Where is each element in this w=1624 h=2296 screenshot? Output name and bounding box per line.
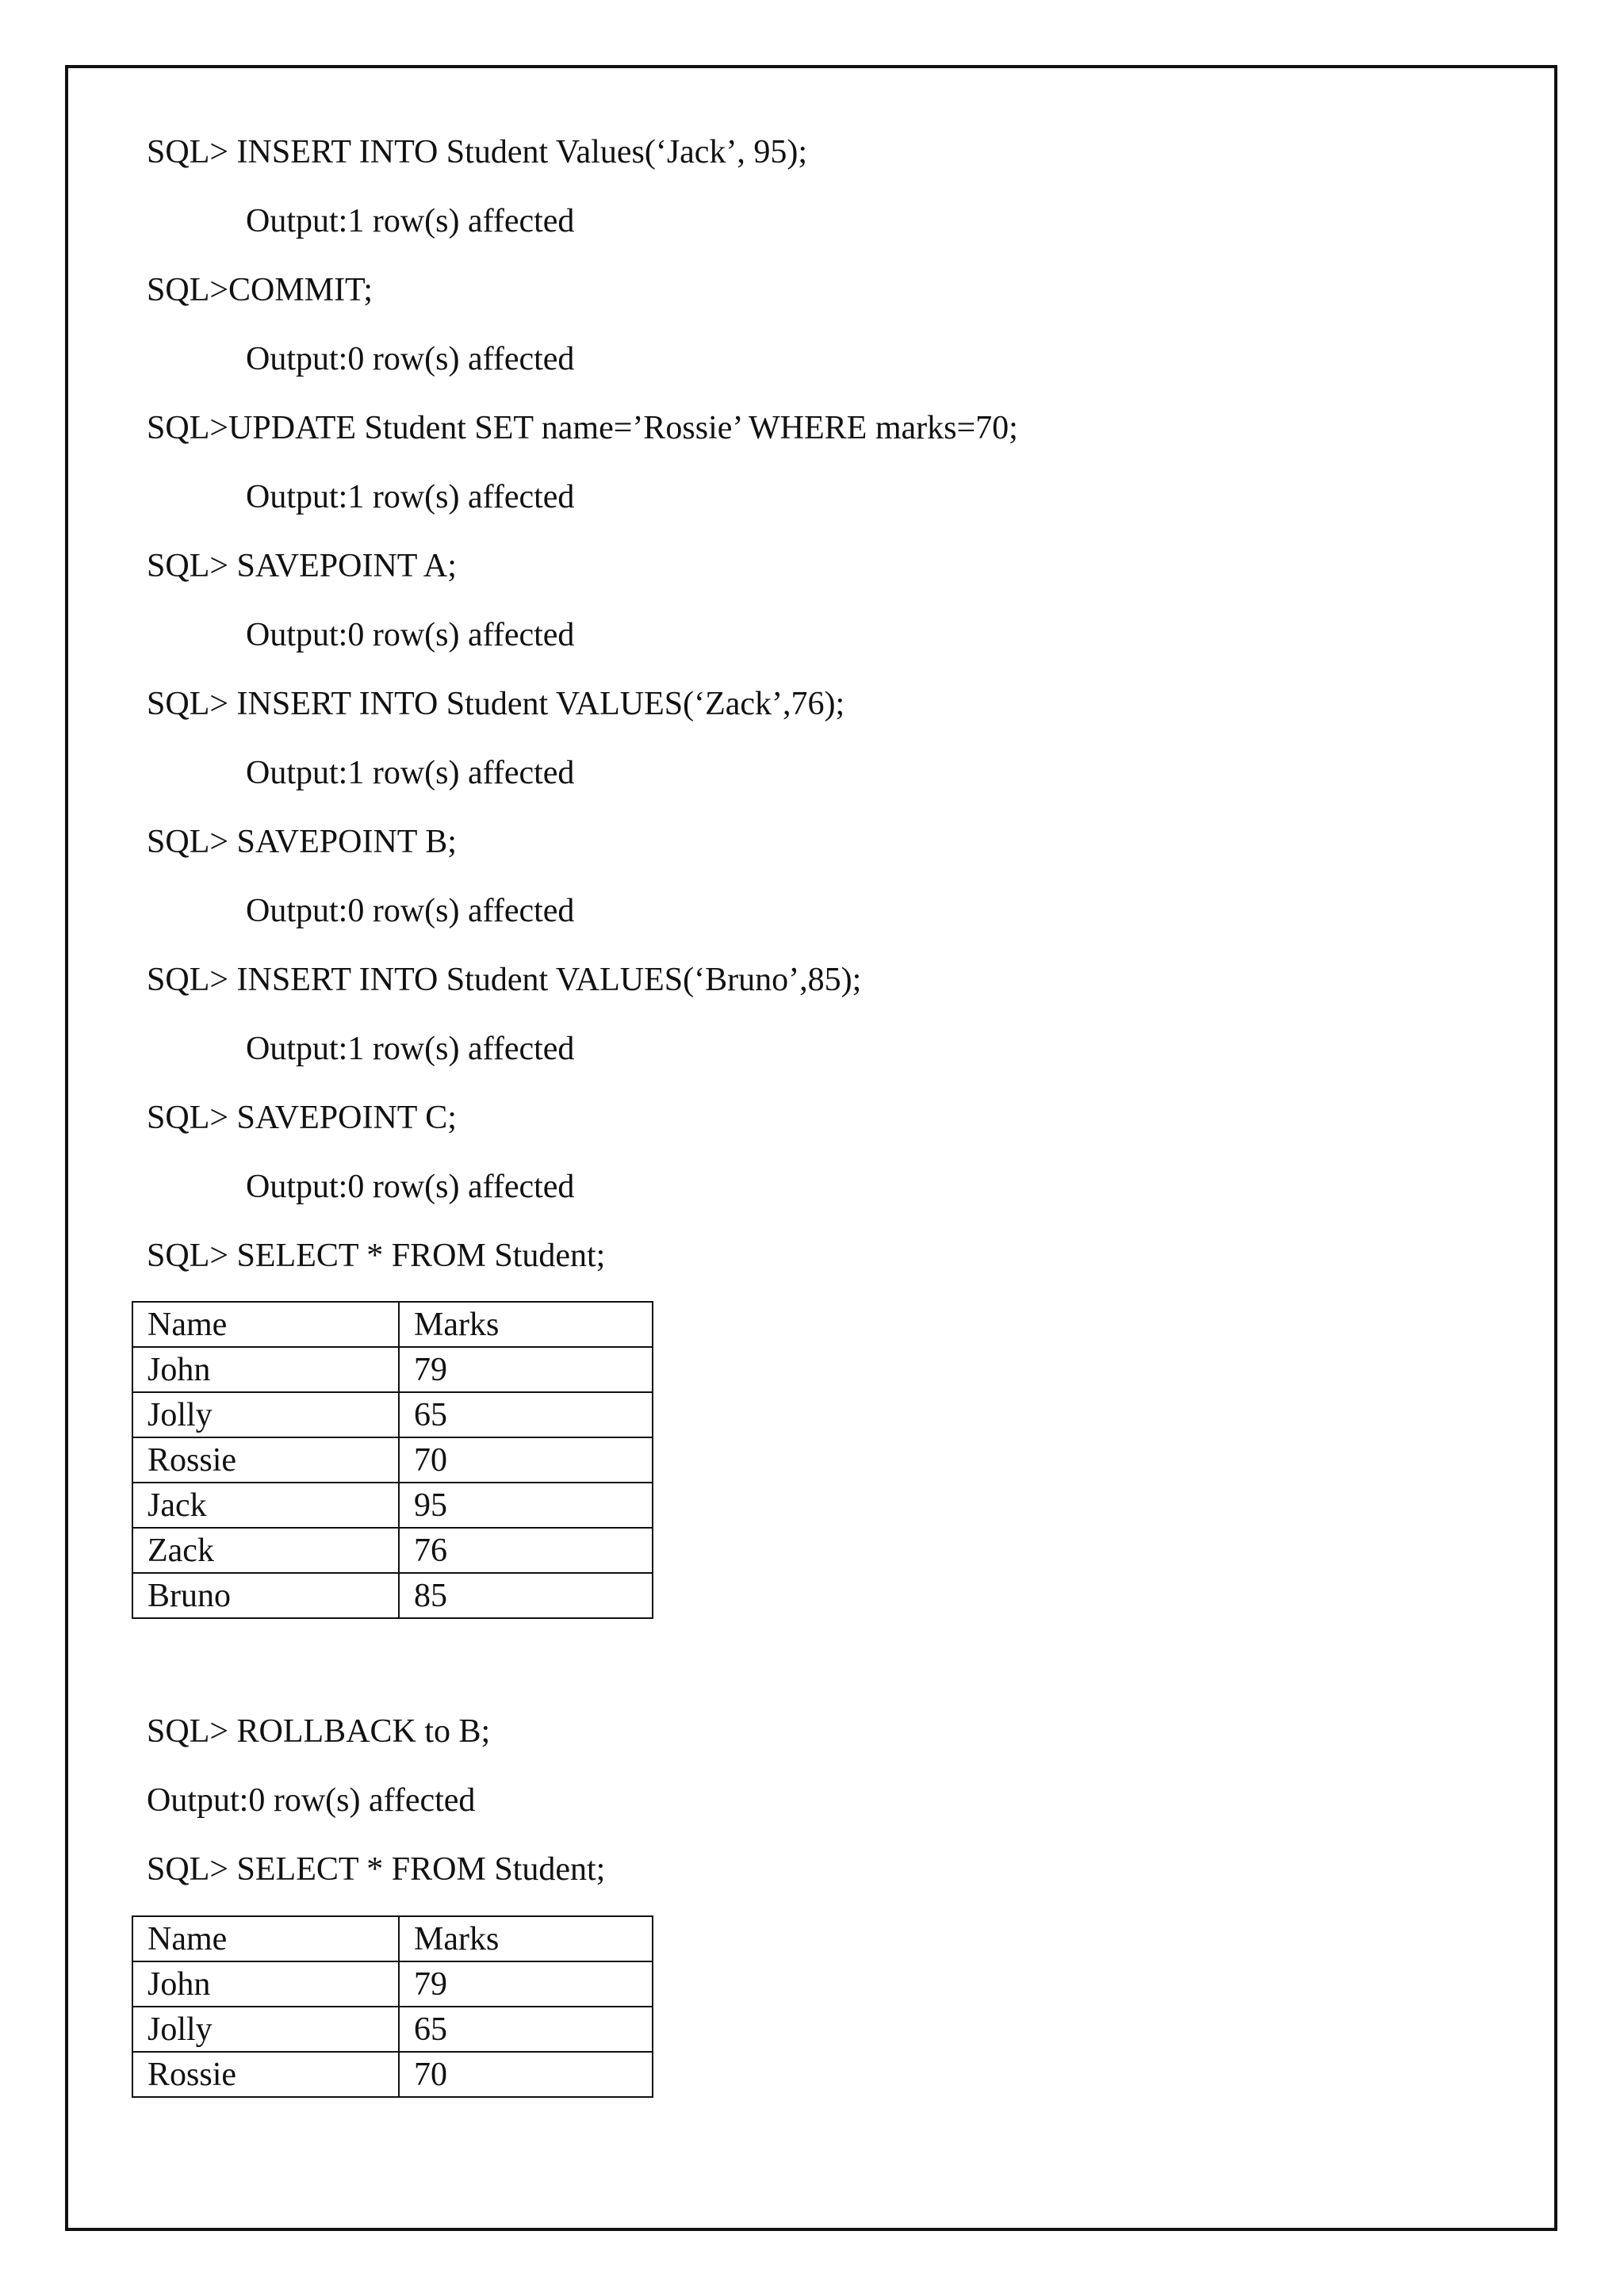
- sql-command-line: SQL> SELECT * FROM Student;: [147, 1238, 606, 1274]
- sql-output-line: Output:1 row(s) affected: [246, 1031, 575, 1067]
- sql-output-line: Output:0 row(s) affected: [246, 1169, 575, 1205]
- cell-marks: 65: [399, 1392, 653, 1437]
- table-row: [132, 1347, 653, 1392]
- sql-command-line: SQL> INSERT INTO Student VALUES(‘Bruno’,85);: [147, 962, 862, 998]
- table-row: [132, 2052, 653, 2097]
- cell-marks: 95: [399, 1483, 653, 1528]
- sql-output-line: Output:0 row(s) affected: [246, 341, 575, 377]
- sql-output-line: Output:0 row(s) affected: [246, 893, 575, 929]
- table-row: [132, 1437, 653, 1483]
- cell-name: Rossie: [132, 1437, 399, 1483]
- column-header-marks: Marks: [399, 1916, 653, 1961]
- table-row: [132, 2007, 653, 2052]
- cell-name: Bruno: [132, 1573, 399, 1618]
- table-header-row: [132, 1302, 653, 1347]
- sql-command-line: SQL>UPDATE Student SET name=’Rossie’ WHERE marks=70;: [147, 410, 1018, 446]
- cell-name: Jolly: [132, 1392, 399, 1437]
- student-table-after-rollback: [132, 1915, 653, 2098]
- sql-command-line: SQL> SAVEPOINT A;: [147, 548, 457, 584]
- cell-marks: 79: [399, 1347, 653, 1392]
- sql-command-line: SQL> SAVEPOINT B;: [147, 824, 457, 860]
- cell-name: Jack: [132, 1483, 399, 1528]
- cell-marks: 70: [399, 1437, 653, 1483]
- cell-marks: 65: [399, 2007, 653, 2052]
- table-row: [132, 1392, 653, 1437]
- sql-command-line: SQL> SELECT * FROM Student;: [147, 1851, 606, 1888]
- cell-marks: 85: [399, 1573, 653, 1618]
- column-header-name: Name: [132, 1916, 399, 1961]
- cell-name: John: [132, 1347, 399, 1392]
- sql-command-line: SQL> ROLLBACK to B;: [147, 1713, 491, 1750]
- column-header-name: Name: [132, 1302, 399, 1347]
- sql-output-line: Output:1 row(s) affected: [246, 479, 575, 515]
- cell-name: Zack: [132, 1528, 399, 1573]
- sql-command-line: SQL> INSERT INTO Student VALUES(‘Zack’,76);: [147, 686, 845, 722]
- sql-output-line: Output:0 row(s) affected: [147, 1782, 476, 1819]
- cell-name: Jolly: [132, 2007, 399, 2052]
- table-header-row: [132, 1916, 653, 1961]
- cell-name: John: [132, 1961, 399, 2007]
- table-row: [132, 1483, 653, 1528]
- sql-command-line: SQL>COMMIT;: [147, 272, 373, 308]
- table-row: [132, 1528, 653, 1573]
- sql-output-line: Output:0 row(s) affected: [246, 617, 575, 653]
- cell-marks: 76: [399, 1528, 653, 1573]
- page-border: [65, 65, 1557, 2231]
- cell-marks: 70: [399, 2052, 653, 2097]
- column-header-marks: Marks: [399, 1302, 653, 1347]
- sql-command-line: SQL> INSERT INTO Student Values(‘Jack’, 95);: [147, 134, 808, 170]
- table-row: [132, 1961, 653, 2007]
- table-row: [132, 1573, 653, 1618]
- sql-command-line: SQL> SAVEPOINT C;: [147, 1100, 457, 1136]
- cell-marks: 79: [399, 1961, 653, 2007]
- cell-name: Rossie: [132, 2052, 399, 2097]
- student-table-before-rollback: [132, 1301, 653, 1619]
- sql-output-line: Output:1 row(s) affected: [246, 203, 575, 239]
- sql-output-line: Output:1 row(s) affected: [246, 755, 575, 791]
